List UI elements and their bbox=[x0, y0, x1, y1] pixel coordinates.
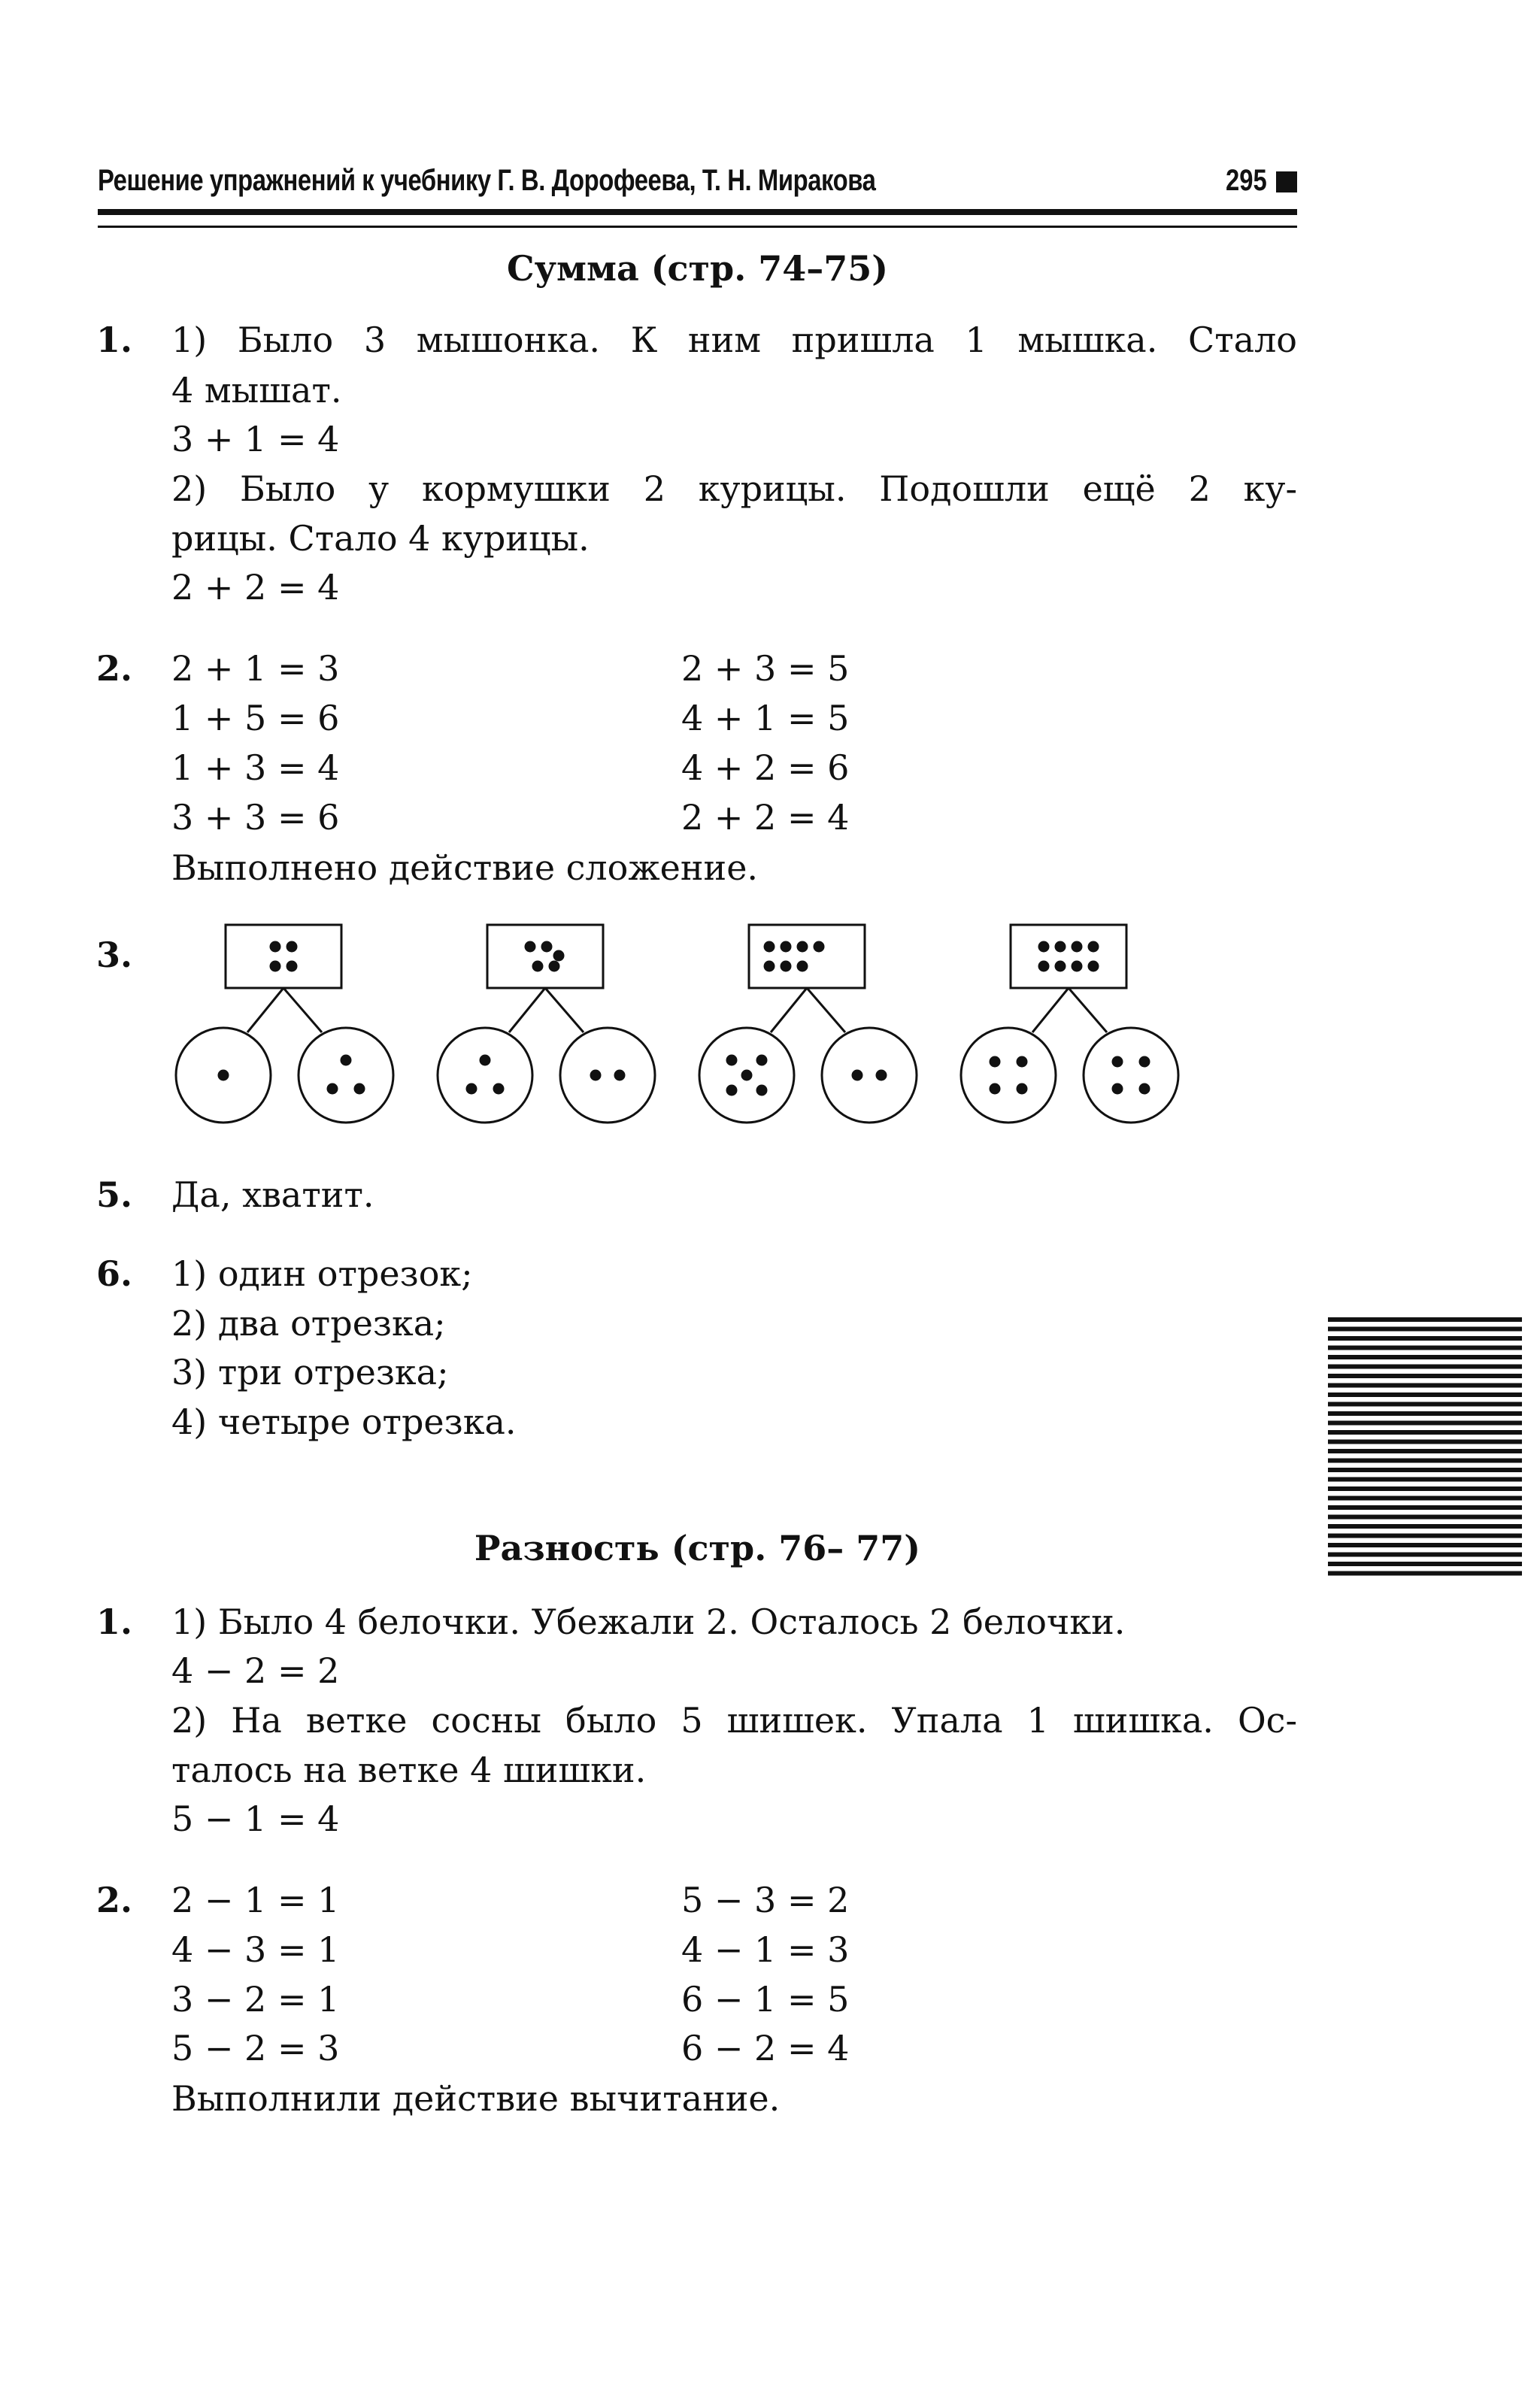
dot bbox=[270, 961, 281, 972]
list-item: 1) один отрезок; bbox=[171, 1253, 473, 1294]
dot bbox=[354, 1083, 365, 1095]
connector-line bbox=[545, 988, 584, 1032]
dot bbox=[1112, 1083, 1123, 1095]
dot bbox=[726, 1085, 738, 1096]
dot bbox=[726, 1055, 738, 1066]
exercise-number: 2. bbox=[96, 1880, 133, 1920]
dot bbox=[990, 1083, 1001, 1095]
connector-line bbox=[1032, 988, 1069, 1032]
exercise-number: 6. bbox=[96, 1253, 133, 1294]
equation: 3 + 3 = 6 bbox=[171, 797, 340, 838]
part-circle-right bbox=[560, 1028, 655, 1123]
equation: 2 + 2 = 4 bbox=[171, 567, 340, 608]
dot bbox=[756, 1085, 768, 1096]
dot bbox=[614, 1070, 626, 1081]
equation: 5 − 2 = 3 bbox=[171, 2028, 340, 2068]
dot bbox=[1072, 941, 1083, 953]
part-circle-right bbox=[822, 1028, 917, 1123]
dot bbox=[814, 941, 825, 953]
dot bbox=[286, 941, 298, 953]
equation: 6 − 1 = 5 bbox=[681, 1979, 850, 2020]
dot bbox=[1038, 941, 1050, 953]
exercise-text-line: рицы. Стало 4 курицы. bbox=[171, 518, 590, 559]
exercise-number: 1. bbox=[96, 320, 133, 360]
thumb-index-stripes bbox=[1328, 1317, 1522, 1580]
equation: 2 + 3 = 5 bbox=[681, 648, 850, 689]
dot bbox=[781, 941, 792, 953]
equation: 2 + 2 = 4 bbox=[681, 797, 850, 838]
section-title-difference: Разность (стр. 76– 77) bbox=[474, 1528, 921, 1568]
part-circle-left bbox=[961, 1028, 1056, 1123]
equation: 3 − 2 = 1 bbox=[171, 1979, 340, 2020]
equation: 6 − 2 = 4 bbox=[681, 2028, 850, 2068]
exercise-text-line: 2) На ветке сосны было 5 шишек. Упала 1 шишка. Ос- bbox=[171, 1700, 1297, 1741]
connector-line bbox=[283, 988, 322, 1032]
dot bbox=[876, 1070, 887, 1081]
dot bbox=[532, 961, 544, 972]
dot bbox=[480, 1055, 491, 1066]
dot bbox=[525, 941, 536, 953]
dot bbox=[1072, 961, 1083, 972]
page-marker-square bbox=[1276, 171, 1297, 192]
connector-line bbox=[771, 988, 807, 1032]
dot bbox=[797, 961, 808, 972]
exercise-note: Выполнено действие сложение. bbox=[171, 847, 759, 888]
connector-line bbox=[1069, 988, 1107, 1032]
equation: 2 − 1 = 1 bbox=[171, 1880, 340, 1920]
exercise-text-line: 1) Было 4 белочки. Убежали 2. Осталось 2 белочки. bbox=[171, 1602, 1126, 1642]
equation: 1 + 5 = 6 bbox=[171, 698, 340, 738]
dot bbox=[1139, 1056, 1150, 1068]
equation: 4 + 1 = 5 bbox=[681, 698, 850, 738]
list-item: 2) два отрезка; bbox=[171, 1303, 446, 1344]
part-circle-right bbox=[1084, 1028, 1178, 1123]
connector-line bbox=[807, 988, 845, 1032]
equation: 4 − 1 = 3 bbox=[681, 1929, 850, 1970]
dot bbox=[327, 1083, 338, 1095]
dot bbox=[1017, 1083, 1028, 1095]
dot bbox=[1139, 1083, 1150, 1095]
part-circle-left bbox=[438, 1028, 532, 1123]
dot bbox=[741, 1070, 753, 1081]
equation: 5 − 3 = 2 bbox=[681, 1880, 850, 1920]
header-title: Решение упражнений к учебнику Г. В. Дорофеева, Т. Н. Миракова bbox=[98, 164, 876, 197]
header-rule-thick bbox=[98, 209, 1297, 215]
equation: 4 − 2 = 2 bbox=[171, 1650, 340, 1691]
dot bbox=[541, 941, 553, 953]
page-number: 295 bbox=[1226, 164, 1267, 197]
number-composition-diagram bbox=[165, 916, 1203, 1141]
dot bbox=[466, 1083, 477, 1095]
connector-line bbox=[509, 988, 545, 1032]
dot bbox=[1088, 961, 1099, 972]
dot bbox=[797, 941, 808, 953]
exercise-number: 1. bbox=[96, 1602, 133, 1642]
dot bbox=[1055, 961, 1066, 972]
header-rule-thin bbox=[98, 226, 1297, 228]
equation: 4 − 3 = 1 bbox=[171, 1929, 340, 1970]
total-box bbox=[487, 925, 603, 988]
dot bbox=[756, 1055, 768, 1066]
dot bbox=[764, 961, 775, 972]
section-title-sum: Сумма (стр. 74–75) bbox=[506, 248, 889, 289]
dot bbox=[1017, 1056, 1028, 1068]
dot bbox=[493, 1083, 505, 1095]
dot bbox=[1055, 941, 1066, 953]
dot bbox=[549, 961, 560, 972]
dot bbox=[553, 950, 565, 962]
exercise-text-line: 2) Было у кормушки 2 курицы. Подошли ещё 2 ку- bbox=[171, 468, 1297, 509]
dot bbox=[852, 1070, 863, 1081]
dot bbox=[1088, 941, 1099, 953]
dot bbox=[1112, 1056, 1123, 1068]
exercise-text-line: Да, хватит. bbox=[171, 1174, 374, 1215]
exercise-text-line: 1) Было 3 мышонка. К ним пришла 1 мышка. Стало bbox=[171, 320, 1297, 360]
equation: 1 + 3 = 4 bbox=[171, 747, 340, 788]
exercise-note: Выполнили действие вычитание. bbox=[171, 2078, 781, 2119]
dot bbox=[590, 1070, 602, 1081]
dot bbox=[218, 1070, 229, 1081]
connector-line bbox=[247, 988, 283, 1032]
exercise-number: 3. bbox=[96, 935, 133, 975]
equation: 4 + 2 = 6 bbox=[681, 747, 850, 788]
list-item: 3) три отрезка; bbox=[171, 1352, 449, 1392]
dot bbox=[990, 1056, 1001, 1068]
list-item: 4) четыре отрезка. bbox=[171, 1402, 517, 1442]
dot bbox=[270, 941, 281, 953]
dot bbox=[1038, 961, 1050, 972]
exercise-number: 5. bbox=[96, 1174, 133, 1215]
equation: 3 + 1 = 4 bbox=[171, 419, 340, 459]
total-box bbox=[1011, 925, 1126, 988]
exercise-number: 2. bbox=[96, 648, 133, 689]
exercise-text-line: талось на ветке 4 шишки. bbox=[171, 1750, 647, 1790]
equation: 2 + 1 = 3 bbox=[171, 648, 340, 689]
dot bbox=[781, 961, 792, 972]
equation: 5 − 1 = 4 bbox=[171, 1799, 340, 1839]
total-box bbox=[226, 925, 341, 988]
total-box bbox=[749, 925, 865, 988]
dot bbox=[764, 941, 775, 953]
dot bbox=[286, 961, 298, 972]
dot bbox=[341, 1055, 352, 1066]
running-header bbox=[98, 164, 1297, 209]
exercise-text-line: 4 мышат. bbox=[171, 370, 342, 411]
part-circle-right bbox=[299, 1028, 393, 1123]
